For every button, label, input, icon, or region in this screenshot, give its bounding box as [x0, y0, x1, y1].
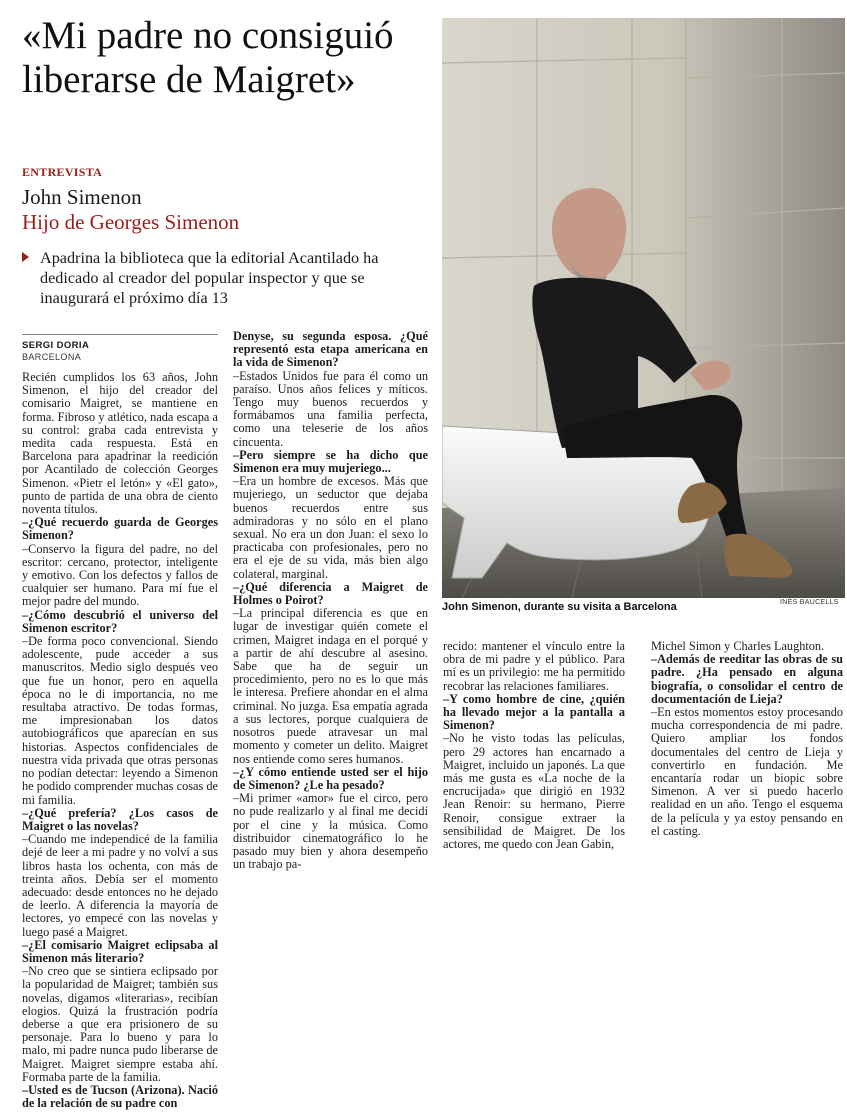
- body-paragraph: –No creo que se sintiera eclipsado por la popularidad de Maigret; también sus novelas, digamos «literarias», recibían elogios. Quizá la frustración podría deberse a que era prisionero de su personaje. Para lo bueno y para lo malo, mi padre nunca pudo liberarse de Maigret. Maigret siempre estaba ahí. Formaba parte de la familia.: [22, 964, 218, 1084]
- interview-question: –Pero siempre se ha dicho que Simenon era muy mujeriego...: [233, 447, 428, 476]
- interview-question: –¿El comisario Maigret eclipsaba al Simenon más literario?: [22, 937, 218, 965]
- interview-question: Denyse, su segunda esposa. ¿Qué representó esta etapa americana en la vida de Simenon?: [233, 329, 428, 370]
- deck-text: Apadrina la biblioteca que la editorial Acantilado ha dedicado al creador del popular inspector y que se inaugurará el próximo día 13: [40, 249, 379, 307]
- byline-author: SERGI DORIA: [22, 340, 90, 351]
- body-column-1: [22, 371, 218, 1110]
- headline: «Mi padre no consiguió liberarse de Maigret»: [22, 14, 394, 101]
- body-paragraph: –En estos momentos estoy procesando mucha correspondencia de mi padre. Quiero ampliar los fondos documentales del centro de Lieja y convertirlo en fundación. Me encantaría rodar un biopic sobre Simenon. A ver si puedo hacerlo realidad en un año. Tengo el esquema de la película y ya estoy pensando en el casting.: [651, 705, 843, 838]
- interview-question: –¿Qué diferencia a Maigret de Holmes o Poirot?: [233, 579, 428, 608]
- interviewee-name: John Simenon: [22, 185, 142, 209]
- photo-caption: John Simenon, durante su visita a Barcelona: [442, 601, 677, 613]
- body-column-4: [651, 640, 843, 838]
- body-paragraph: –No he visto todas las películas, pero 29 actores han encarnado a Maigret, incluido un japonés. La que más me gusta es «La noche de la encrucijada» que dirigió en 1932 Jean Renoir: su hermano, Pierre Renoir, consigue extraer la sensibilidad de Maigret. De los actores, me quedo con Jean Gabin,: [443, 731, 625, 852]
- body-paragraph: –De forma poco convencional. Siendo adolescente, pude acceder a sus manuscritos. Medio siglo después veo que fue un honor, pero en aquella época no le di importancia, no me resultaba atractivo. De todas formas, me impresionaban los datos autobiográficos que aparecían en sus historias. Aspectos confidenciales de nuestra vida privada que otras personas no podían detectar: leyendo a Simenon he podido comprender muchas cosas de mi familia.: [22, 634, 218, 807]
- body-paragraph: –Conservo la figura del padre, no del escritor: cercano, protector, inteligente y emotivo. Con los defectos y fallos de cualquier ser humano. Para mí fue el mejor padre del mundo.: [22, 541, 218, 609]
- body-column-2: [233, 330, 428, 871]
- byline-city: BARCELONA: [22, 352, 82, 362]
- byline-divider: [22, 334, 218, 335]
- interview-question: –Y como hombre de cine, ¿quién ha llevado mejor a la pantalla a Simenon?: [443, 691, 625, 733]
- photo-credit: INÉS BAUCELLS: [780, 599, 839, 606]
- section-label: ENTREVISTA: [22, 165, 103, 179]
- interview-question: –Además de reeditar las obras de su padre. ¿Ha pensado en alguna biografía, o consolidar el centro de documentación de Lieja?: [651, 652, 843, 706]
- triangle-bullet-icon: [22, 252, 29, 262]
- interview-question: –¿Y cómo entiende usted ser el hijo de Simenon? ¿Le ha pesado?: [233, 764, 428, 792]
- portrait-photo: [442, 18, 845, 598]
- interview-question: –¿Qué prefería? ¿Los casos de Maigret o las novelas?: [22, 805, 218, 833]
- body-paragraph: –Mi primer «amor» fue el circo, pero no pude realizarlo y al final me decidí por el cine y la música. Como distribuidor cinematográfico lo he pasado muy bien y ahora desempeño un trabajo pa-: [233, 791, 428, 872]
- body-paragraph: –Era un hombre de excesos. Más que mujeriego, un seductor que dejaba buenos recuerdos entre sus admiradoras y no sólo en el plano sexual. No era un don Juan: el sexo lo practicaba con profesionales, pero no era el eje de su vida, más bien algo colateral, marginal.: [233, 474, 428, 581]
- interview-question: –Usted es de Tucson (Arizona). Nació de la relación de su padre con: [22, 1082, 218, 1111]
- body-paragraph: recido: mantener el vínculo entre la obra de mi padre y el público. Para mí es un privilegio: me ha permitido recobrar las relaciones familiares.: [443, 639, 625, 693]
- body-paragraph: Recién cumplidos los 63 años, John Simenon, el hijo del creador del comisario Maigret, se mantiene en forma. Fibroso y atlético, nada escapa a su control: graba cada entrevista y medita cada respuesta. Está en Barcelona para apadrinar la reedición por Acantilado de colección Georges Simenon. «Pietr el letón» y «El gato», punto de partida de una obra de ciento noventa títulos.: [22, 370, 218, 517]
- interview-question: –¿Qué recuerdo guarda de Georges Simenon?: [22, 515, 218, 543]
- deck: [22, 248, 427, 308]
- interview-question: –¿Cómo descubrió el universo del Simenon escritor?: [22, 607, 218, 635]
- body-paragraph: Michel Simon y Charles Laughton.: [651, 639, 825, 653]
- body-paragraph: –La principal diferencia es que en lugar de investigar quién comete el crimen, Maigret indaga en el porqué y a partir de ahí descubre al asesino. Sabe que ha de seguir un procedimiento, pero no es lo que más le interesa. Prefiere ahondar en el alma criminal. No juzga. Esa empatía agrada a sus lectores, porque cualquiera de nosotros puede atravesar un mal momento y cometer un delito. Maigret nos entiende como seres humanos.: [233, 606, 428, 766]
- body-column-3: [443, 640, 625, 851]
- body-paragraph: –Estados Unidos fue para él como un paraíso. Unos años felices y míticos. Tengo muy buenos recuerdos y formábamos una familia perfecta, como una teleserie de los años cincuenta.: [233, 368, 428, 449]
- interviewee-role: Hijo de Georges Simenon: [22, 210, 240, 234]
- body-paragraph: –Cuando me independicé de la familia dejé de leer a mi padre y no volví a sus libros hasta los ochenta, con más de treinta años. Debía ser el momento adecuado: desde entonces no he dejado de leerlo. A diferencia la mayoría de lectores, yo empecé con las novelas y luego pasé a Maigret.: [22, 832, 218, 939]
